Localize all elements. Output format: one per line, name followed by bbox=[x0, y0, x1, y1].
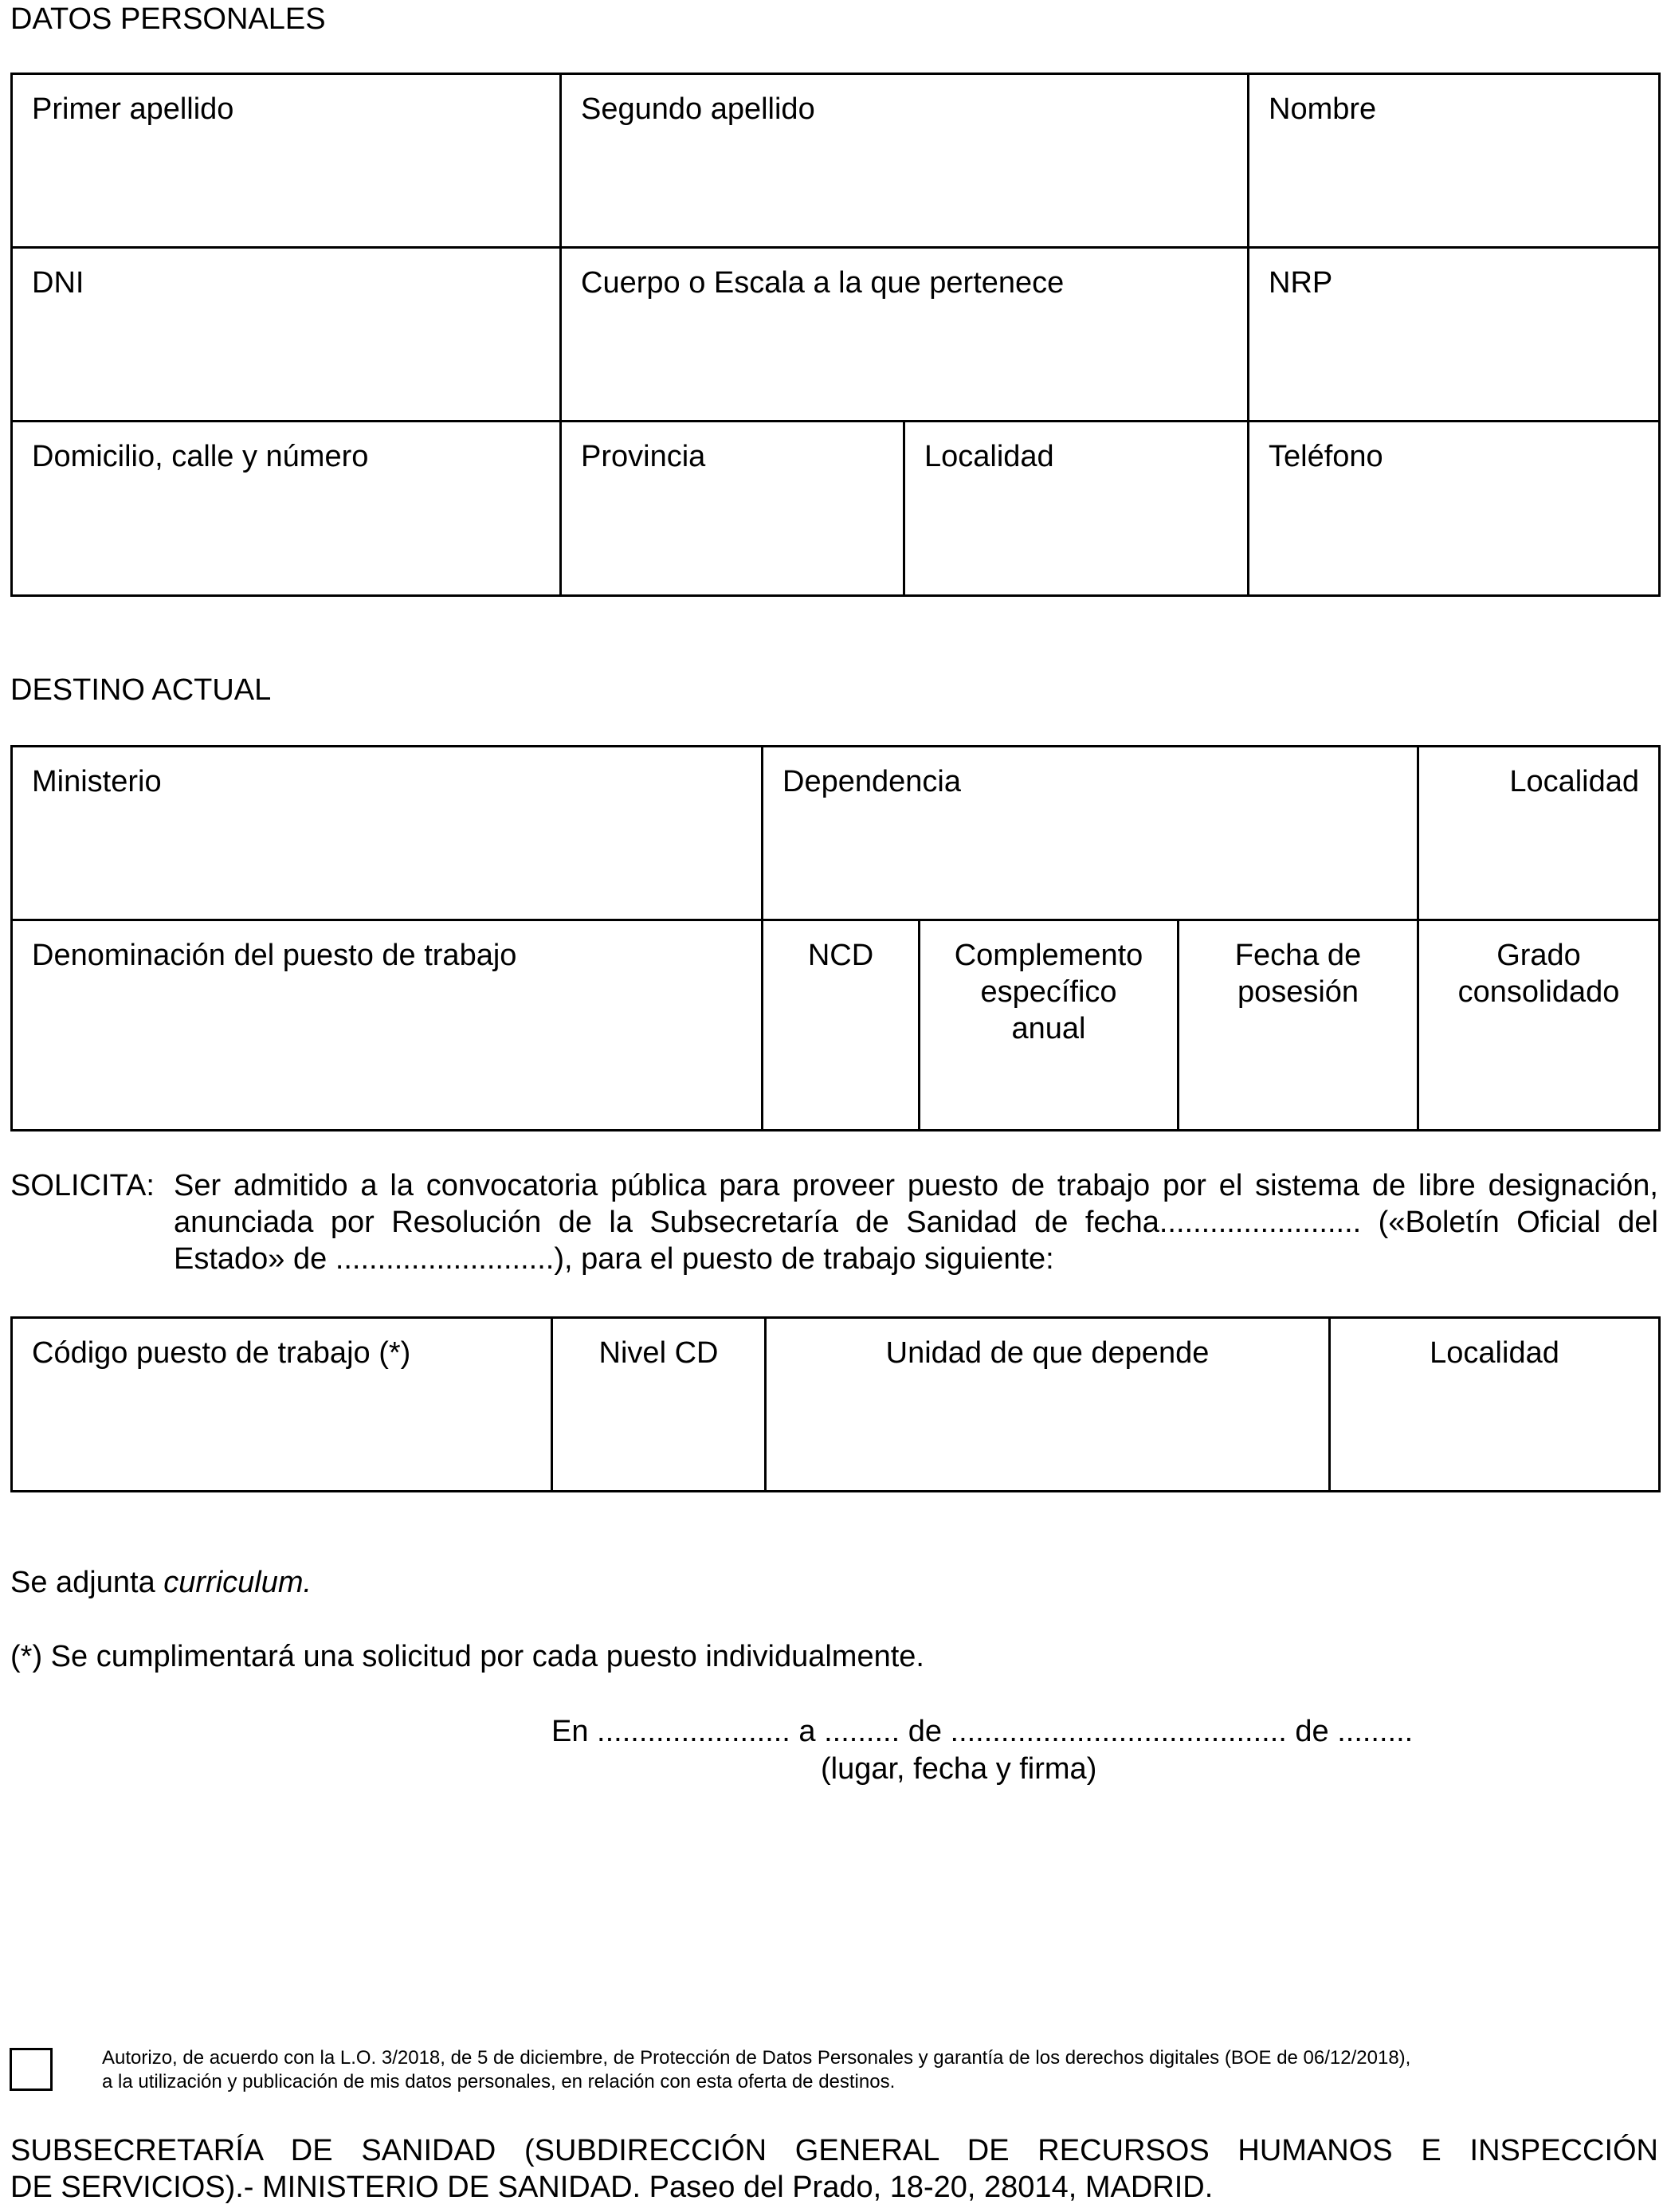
cell-provincia[interactable] bbox=[561, 422, 904, 596]
footer-address bbox=[10, 2132, 1658, 2206]
label-codigo-puesto: Código puesto de trabajo (*) bbox=[32, 1336, 411, 1370]
label-nrp: NRP bbox=[1269, 266, 1333, 300]
cell-primer-apellido[interactable] bbox=[12, 74, 561, 248]
solicita-label: SOLICITA: bbox=[10, 1169, 155, 1202]
label-dni: DNI bbox=[32, 266, 84, 300]
label-provincia: Provincia bbox=[581, 440, 706, 473]
cell-segundo-apellido[interactable] bbox=[561, 74, 1249, 248]
label-unidad: Unidad de que depende bbox=[885, 1336, 1210, 1370]
consent-checkbox[interactable] bbox=[10, 2048, 53, 2091]
cell-nrp[interactable] bbox=[1249, 248, 1660, 422]
section-heading-personal: DATOS PERSONALES bbox=[10, 2, 326, 36]
cell-codigo-puesto[interactable] bbox=[12, 1318, 552, 1492]
cell-unidad[interactable] bbox=[766, 1318, 1330, 1492]
consent-text bbox=[102, 2046, 1616, 2094]
label-complemento: Complemento específico anual bbox=[954, 939, 1143, 1045]
cell-ministerio[interactable] bbox=[12, 747, 763, 920]
solicita-paragraph bbox=[10, 1167, 1658, 1277]
cell-grado[interactable] bbox=[1418, 920, 1660, 1131]
label-cuerpo: Cuerpo o Escala a la que pertenece bbox=[581, 266, 1065, 300]
signature-caption: (lugar, fecha y firma) bbox=[821, 1752, 1097, 1786]
section-heading-destino: DESTINO ACTUAL bbox=[10, 673, 272, 707]
label-domicilio: Domicilio, calle y número bbox=[32, 440, 369, 473]
cell-cuerpo[interactable] bbox=[561, 248, 1249, 422]
footer-line-1: SUBSECRETARÍA DE SANIDAD (SUBDIRECCIÓN GENERAL DE RECURSOS HUMANOS E INSPECCIÓN bbox=[10, 2134, 1658, 2167]
label-localidad-personal: Localidad bbox=[924, 440, 1054, 473]
cell-nivel-cd[interactable] bbox=[552, 1318, 766, 1492]
cell-localidad-destino[interactable] bbox=[1418, 747, 1660, 920]
label-telefono: Teléfono bbox=[1269, 440, 1383, 473]
destino-actual-table bbox=[10, 745, 1661, 1131]
label-nivel-cd: Nivel CD bbox=[598, 1336, 719, 1370]
label-primer-apellido: Primer apellido bbox=[32, 92, 234, 126]
puesto-solicitado-table bbox=[10, 1316, 1661, 1492]
cell-complemento[interactable] bbox=[920, 920, 1179, 1131]
asterisk-note: (*) Se cumplimentará una solicitud por cada puesto individualmente. bbox=[10, 1640, 924, 1673]
cell-dependencia[interactable] bbox=[763, 747, 1418, 920]
cell-domicilio[interactable] bbox=[12, 422, 561, 596]
solicita-text: Ser admitido a la convocatoria pública para proveer puesto de trabajo por el sistema de libre designación, anunciada por Resolución de la Subsecretaría de Sanidad de fecha........................ («Boletín Oficial del Estado» de ..........................), para el puesto de trabajo siguiente: bbox=[174, 1169, 1658, 1276]
footer-line-2: DE SERVICIOS).- MINISTERIO DE SANIDAD. Paseo del Prado, 18-20, 28014, MADRID. bbox=[10, 2171, 1214, 2204]
label-dependencia: Dependencia bbox=[782, 765, 961, 798]
personal-data-table bbox=[10, 73, 1661, 597]
label-ncd: NCD bbox=[807, 939, 874, 972]
adjunta-curriculum: curriculum. bbox=[163, 1566, 312, 1599]
cell-fecha-posesion[interactable] bbox=[1179, 920, 1418, 1131]
cell-localidad-puesto[interactable] bbox=[1330, 1318, 1660, 1492]
cell-denominacion[interactable] bbox=[12, 920, 763, 1131]
cell-nombre[interactable] bbox=[1249, 74, 1660, 248]
cell-ncd[interactable] bbox=[763, 920, 920, 1131]
label-fecha-posesion: Fecha de posesión bbox=[1234, 939, 1362, 1009]
label-ministerio: Ministerio bbox=[32, 765, 162, 798]
cell-dni[interactable] bbox=[12, 248, 561, 422]
cell-localidad-personal[interactable] bbox=[904, 422, 1249, 596]
label-grado: Grado consolidado bbox=[1457, 939, 1620, 1009]
consent-line-2: a la utilización y publicación de mis datos personales, en relación con esta oferta de destinos. bbox=[102, 2071, 896, 2092]
label-localidad-destino: Localidad bbox=[1509, 765, 1639, 798]
adjunta-note bbox=[10, 1564, 312, 1601]
adjunta-prefix: Se adjunta bbox=[10, 1566, 164, 1599]
cell-telefono[interactable] bbox=[1249, 422, 1660, 596]
label-segundo-apellido: Segundo apellido bbox=[581, 92, 815, 126]
label-denominacion: Denominación del puesto de trabajo bbox=[32, 939, 517, 972]
label-nombre: Nombre bbox=[1269, 92, 1377, 126]
signature-line[interactable]: En ....................... a ......... de ........................................ de ......... bbox=[551, 1715, 1414, 1748]
label-localidad-puesto: Localidad bbox=[1430, 1336, 1559, 1370]
consent-line-1: Autorizo, de acuerdo con la L.O. 3/2018, de 5 de diciembre, de Protección de Datos Personales y garantía de los derechos digitales (BOE de 06/12/2018), bbox=[102, 2047, 1411, 2069]
